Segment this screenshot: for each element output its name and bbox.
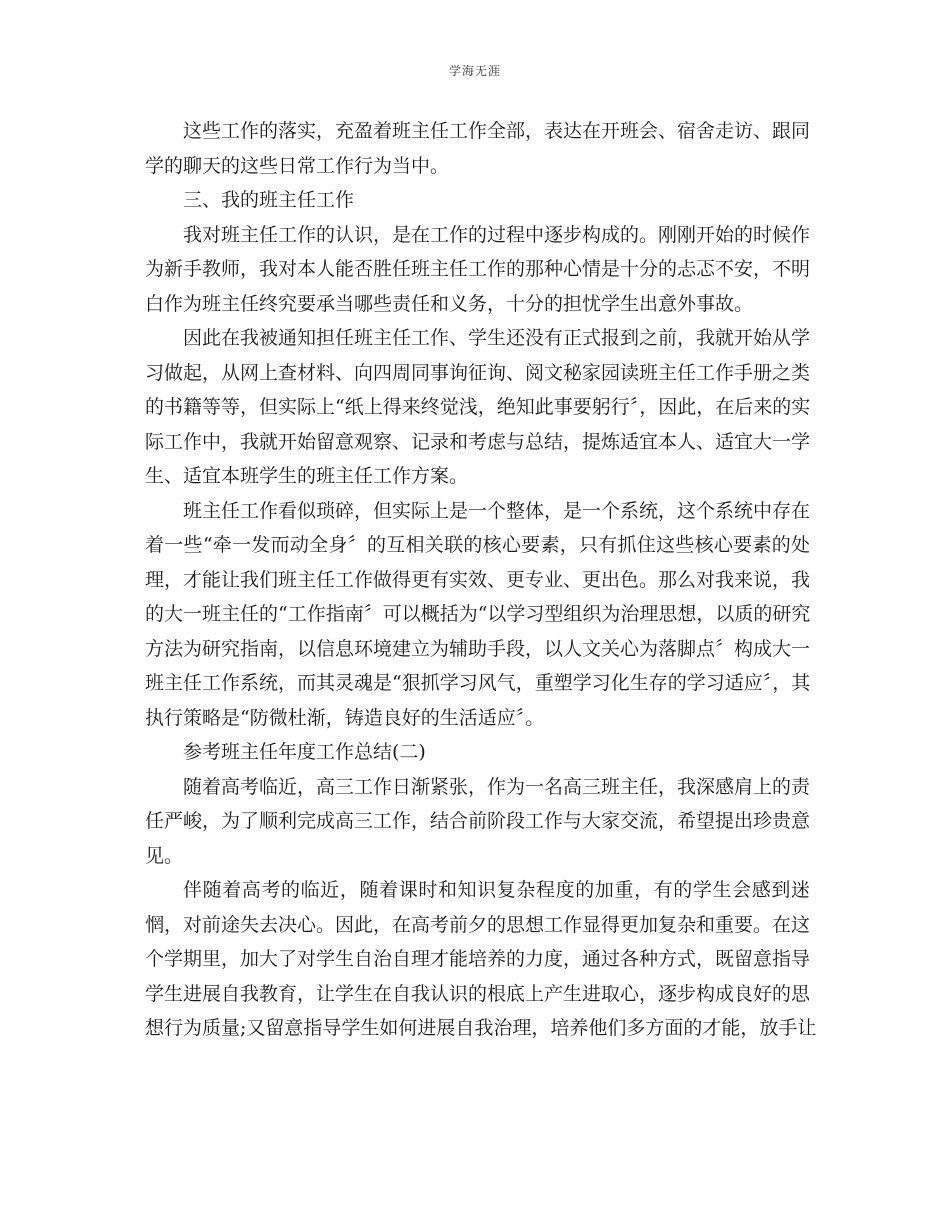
text-line: 班主任工作系统，而其灵魂是“狠抓学习风气，重塑学习化生存的学习适应〞，其 <box>145 672 811 694</box>
text-line: 见。 <box>145 844 184 867</box>
document-body <box>145 114 817 1046</box>
text-line: 的书籍等等，但实际上“纸上得来终觉浅，绝知此事要躬行〞，因此，在后来的实 <box>145 396 811 418</box>
text-line: 惘，对前途失去决心。因此，在高考前夕的思想工作显得更加复杂和重要。在这 <box>145 913 811 936</box>
text-line: 个学期里，加大了对学生自治自理才能培养的力度，通过各种方式，既留意指导 <box>145 948 811 970</box>
text-line: 白作为班主任终究要承当哪些责任和义务，十分的担忧学生出意外事故。 <box>145 292 754 315</box>
text-line: 为新手教师，我对本人能否胜任班主任工作的那种心情是十分的忐忑不安，不明 <box>145 258 811 280</box>
text-line: 想行为质量;又留意指导学生如何进展自我治理，培养他们多方面的才能，放手让 <box>145 1017 817 1039</box>
text-line: 这些工作的落实，充盈着班主任工作全部，表达在开班会、宿舍走访、跟同 <box>183 120 811 142</box>
text-line: 学生进展自我教育，让学生在自我认识的根底上产生进取心，逐步构成良好的思 <box>145 982 811 1005</box>
text-line: 我对班主任工作的认识，是在工作的过程中逐步构成的。刚刚开始的时候作 <box>183 223 811 246</box>
text-line: 理，才能让我们班主任工作做得更有实效、更专业、更出色。那么对我来说，我 <box>145 568 811 591</box>
text-line: 执行策略是“防微杜渐，铸造良好的生活适应〞。 <box>145 706 545 729</box>
text-line: 随着高考临近，高三工作日渐紧张，作为一名高三班主任，我深感肩上的责 <box>183 775 811 798</box>
text-line: 学的聊天的这些日常工作行为当中。 <box>145 154 450 177</box>
text-line: 着一些“牵一发而动全身〞的互相关联的核心要素，只有抓住这些核心要素的处 <box>145 534 810 556</box>
page-header: 学海无涯 <box>448 64 501 78</box>
text-line: 参考班主任年度工作总结(二) <box>183 741 426 763</box>
text-line: 伴随着高考的临近，随着课时和知识复杂程度的加重，有的学生会感到迷 <box>183 879 810 901</box>
text-line: 方法为研究指南，以信息环境建立为辅助手段，以人文关心为落脚点〞构成大一 <box>145 637 811 660</box>
text-line: 习做起，从网上查材料、向四周同事询征询、阅文秘家园读班主任工作手册之类 <box>145 361 811 384</box>
text-line: 三、我的班主任工作 <box>183 189 355 211</box>
text-line: 班主任工作看似琐碎，但实际上是一个整体，是一个系统，这个系统中存在 <box>183 499 811 522</box>
text-line: 任严峻，为了顺利完成高三工作，结合前阶段工作与大家交流，希望提出珍贵意 <box>145 810 811 832</box>
text-line: 因此在我被通知担任班主任工作、学生还没有正式报到之前，我就开始从学 <box>183 327 811 349</box>
text-line: 的大一班主任的“工作指南〞可以概括为“以学习型组织为治理思想，以质的研究 <box>145 603 811 625</box>
text-line: 际工作中，我就开始留意观察、记录和考虑与总结，提炼适宜本人、适宜大一学 <box>145 430 811 453</box>
text-line: 生、适宜本班学生的班主任工作方案。 <box>145 465 469 487</box>
